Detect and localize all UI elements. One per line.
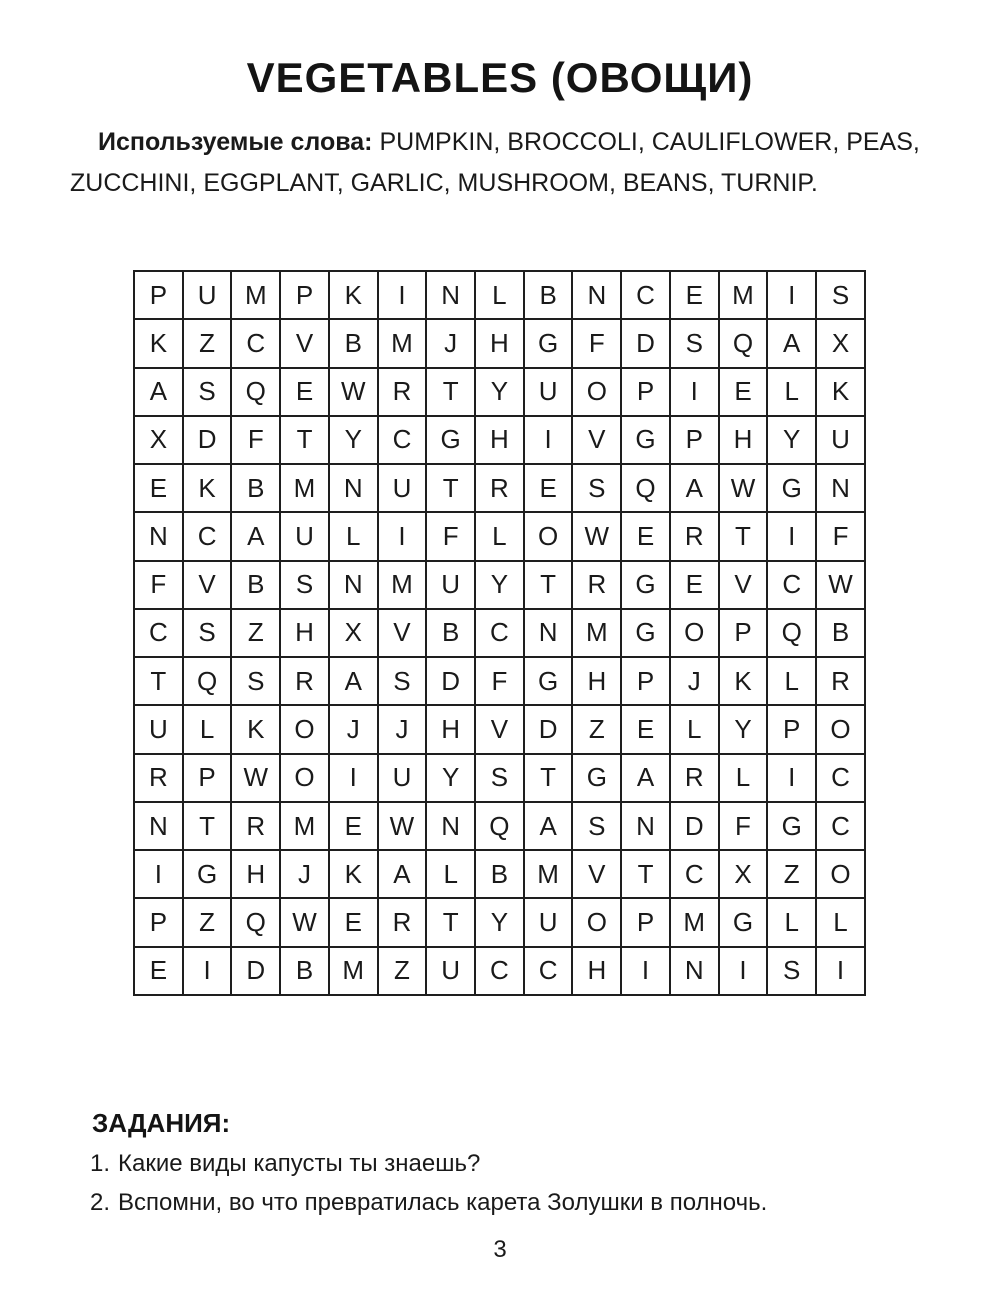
- grid-cell[interactable]: P: [621, 368, 670, 416]
- grid-row: [134, 319, 865, 367]
- grid-cell[interactable]: N: [524, 609, 573, 657]
- grid-cell[interactable]: L: [183, 705, 232, 753]
- grid-cell[interactable]: V: [719, 561, 768, 609]
- grid-cell[interactable]: S: [572, 464, 621, 512]
- grid-cell[interactable]: U: [426, 947, 475, 995]
- grid-cell[interactable]: P: [134, 271, 183, 319]
- grid-cell[interactable]: C: [621, 271, 670, 319]
- task-item: [90, 1189, 767, 1217]
- grid-row: [134, 464, 865, 512]
- grid-cell[interactable]: F: [426, 512, 475, 560]
- grid-row: [134, 947, 865, 995]
- grid-cell[interactable]: E: [329, 898, 378, 946]
- grid-cell[interactable]: V: [378, 609, 427, 657]
- grid-cell[interactable]: I: [183, 947, 232, 995]
- grid-cell[interactable]: K: [183, 464, 232, 512]
- grid-cell[interactable]: L: [426, 850, 475, 898]
- grid-row: [134, 754, 865, 802]
- grid-cell[interactable]: P: [670, 416, 719, 464]
- grid-cell[interactable]: O: [280, 705, 329, 753]
- grid-row: [134, 271, 865, 319]
- grid-cell[interactable]: K: [231, 705, 280, 753]
- grid-cell[interactable]: E: [134, 464, 183, 512]
- grid-cell[interactable]: N: [426, 271, 475, 319]
- grid-cell[interactable]: H: [572, 947, 621, 995]
- grid-cell[interactable]: P: [134, 898, 183, 946]
- grid-cell[interactable]: Y: [475, 368, 524, 416]
- grid-cell[interactable]: J: [670, 657, 719, 705]
- grid-cell[interactable]: J: [426, 319, 475, 367]
- grid-cell[interactable]: K: [719, 657, 768, 705]
- grid-cell[interactable]: C: [378, 416, 427, 464]
- grid-cell[interactable]: H: [719, 416, 768, 464]
- grid-cell[interactable]: L: [719, 754, 768, 802]
- grid-cell[interactable]: U: [524, 898, 573, 946]
- grid-cell[interactable]: V: [572, 850, 621, 898]
- word-list-label: Используемые слова:: [98, 128, 373, 156]
- grid-cell[interactable]: P: [621, 657, 670, 705]
- grid-cell[interactable]: O: [816, 705, 865, 753]
- grid-cell[interactable]: Q: [767, 609, 816, 657]
- grid-cell[interactable]: P: [280, 271, 329, 319]
- grid-cell[interactable]: W: [572, 512, 621, 560]
- grid-cell[interactable]: I: [378, 512, 427, 560]
- grid-cell[interactable]: O: [572, 368, 621, 416]
- grid-cell[interactable]: L: [767, 898, 816, 946]
- grid-cell[interactable]: B: [524, 271, 573, 319]
- grid-row: [134, 368, 865, 416]
- grid-cell[interactable]: L: [329, 512, 378, 560]
- grid-cell[interactable]: I: [670, 368, 719, 416]
- grid-cell[interactable]: C: [475, 609, 524, 657]
- grid-cell[interactable]: N: [816, 464, 865, 512]
- grid-cell[interactable]: M: [670, 898, 719, 946]
- word-list-line-1: PUMPKIN, BROCCOLI, CAULIFLOWER, PEAS,: [379, 128, 920, 156]
- grid-cell[interactable]: X: [329, 609, 378, 657]
- grid-cell[interactable]: L: [767, 368, 816, 416]
- grid-cell[interactable]: O: [572, 898, 621, 946]
- grid-cell[interactable]: I: [767, 754, 816, 802]
- grid-cell[interactable]: Z: [378, 947, 427, 995]
- grid-cell[interactable]: I: [329, 754, 378, 802]
- grid-cell[interactable]: J: [280, 850, 329, 898]
- grid-cell[interactable]: D: [426, 657, 475, 705]
- grid-cell[interactable]: B: [231, 561, 280, 609]
- grid-cell[interactable]: W: [378, 802, 427, 850]
- grid-cell[interactable]: R: [816, 657, 865, 705]
- grid-cell[interactable]: A: [524, 802, 573, 850]
- grid-cell[interactable]: S: [183, 368, 232, 416]
- grid-cell[interactable]: U: [280, 512, 329, 560]
- grid-cell[interactable]: Q: [231, 368, 280, 416]
- grid-cell[interactable]: F: [816, 512, 865, 560]
- grid-cell[interactable]: N: [134, 512, 183, 560]
- grid-cell[interactable]: E: [134, 947, 183, 995]
- grid-cell[interactable]: M: [329, 947, 378, 995]
- grid-cell[interactable]: U: [524, 368, 573, 416]
- grid-cell[interactable]: A: [670, 464, 719, 512]
- grid-cell[interactable]: G: [719, 898, 768, 946]
- grid-cell[interactable]: E: [329, 802, 378, 850]
- grid-cell[interactable]: X: [816, 319, 865, 367]
- grid-row: [134, 609, 865, 657]
- grid-cell[interactable]: Q: [183, 657, 232, 705]
- grid-cell[interactable]: G: [426, 416, 475, 464]
- grid-cell[interactable]: D: [183, 416, 232, 464]
- grid-cell[interactable]: Y: [767, 416, 816, 464]
- grid-cell[interactable]: A: [329, 657, 378, 705]
- grid-cell[interactable]: T: [183, 802, 232, 850]
- grid-cell[interactable]: O: [670, 609, 719, 657]
- grid-cell[interactable]: Y: [329, 416, 378, 464]
- grid-cell[interactable]: H: [280, 609, 329, 657]
- grid-cell[interactable]: D: [231, 947, 280, 995]
- task-text: Какие виды капусты ты знаешь?: [118, 1150, 481, 1177]
- grid-cell[interactable]: S: [816, 271, 865, 319]
- grid-cell[interactable]: N: [134, 802, 183, 850]
- grid-cell[interactable]: Y: [475, 561, 524, 609]
- grid-cell[interactable]: K: [816, 368, 865, 416]
- grid-cell[interactable]: U: [183, 271, 232, 319]
- grid-cell[interactable]: M: [719, 271, 768, 319]
- grid-cell[interactable]: Y: [475, 898, 524, 946]
- grid-cell[interactable]: Y: [426, 754, 475, 802]
- grid-cell[interactable]: C: [231, 319, 280, 367]
- grid-cell[interactable]: E: [670, 271, 719, 319]
- grid-cell[interactable]: O: [280, 754, 329, 802]
- grid-cell[interactable]: M: [378, 561, 427, 609]
- grid-cell[interactable]: S: [183, 609, 232, 657]
- grid-row: [134, 416, 865, 464]
- grid-cell[interactable]: P: [183, 754, 232, 802]
- grid-cell[interactable]: A: [231, 512, 280, 560]
- grid-cell[interactable]: C: [816, 754, 865, 802]
- grid-cell[interactable]: E: [524, 464, 573, 512]
- grid-cell[interactable]: C: [816, 802, 865, 850]
- grid-cell[interactable]: K: [329, 271, 378, 319]
- grid-cell[interactable]: B: [231, 464, 280, 512]
- grid-cell[interactable]: F: [719, 802, 768, 850]
- grid-cell[interactable]: I: [767, 271, 816, 319]
- grid-cell[interactable]: G: [183, 850, 232, 898]
- word-list: [70, 122, 950, 204]
- grid-cell[interactable]: A: [134, 368, 183, 416]
- grid-cell[interactable]: M: [378, 319, 427, 367]
- grid-cell[interactable]: G: [621, 561, 670, 609]
- grid-cell[interactable]: R: [280, 657, 329, 705]
- grid-cell[interactable]: Q: [719, 319, 768, 367]
- grid-cell[interactable]: D: [524, 705, 573, 753]
- grid-cell[interactable]: R: [670, 754, 719, 802]
- grid-cell[interactable]: J: [329, 705, 378, 753]
- grid-cell[interactable]: O: [816, 850, 865, 898]
- word-list-line-2: ZUCCHINI, EGGPLANT, GARLIC, MUSHROOM, BEANS, TURNIP.: [70, 169, 818, 197]
- grid-cell[interactable]: G: [621, 609, 670, 657]
- grid-cell[interactable]: S: [670, 319, 719, 367]
- grid-row: [134, 898, 865, 946]
- grid-cell[interactable]: K: [329, 850, 378, 898]
- task-text: Вспомни, во что превратилась карета Золушки в полночь.: [118, 1189, 768, 1216]
- grid-row: [134, 850, 865, 898]
- grid-cell[interactable]: G: [767, 802, 816, 850]
- grid-cell[interactable]: E: [719, 368, 768, 416]
- grid-cell[interactable]: Z: [231, 609, 280, 657]
- grid-cell[interactable]: R: [670, 512, 719, 560]
- grid-cell[interactable]: R: [572, 561, 621, 609]
- page-title: VEGETABLES (ОВОЩИ): [246, 54, 754, 101]
- grid-cell[interactable]: F: [475, 657, 524, 705]
- grid-cell[interactable]: I: [816, 947, 865, 995]
- grid-cell[interactable]: W: [816, 561, 865, 609]
- grid-cell[interactable]: O: [524, 512, 573, 560]
- grid-cell[interactable]: T: [426, 898, 475, 946]
- grid-row: [134, 512, 865, 560]
- grid-cell[interactable]: N: [329, 464, 378, 512]
- grid-cell[interactable]: T: [280, 416, 329, 464]
- grid-cell[interactable]: X: [719, 850, 768, 898]
- grid-cell[interactable]: M: [280, 464, 329, 512]
- grid-cell[interactable]: B: [280, 947, 329, 995]
- grid-cell[interactable]: U: [426, 561, 475, 609]
- grid-cell[interactable]: Q: [231, 898, 280, 946]
- grid-cell[interactable]: C: [524, 947, 573, 995]
- grid-row: [134, 802, 865, 850]
- grid-cell[interactable]: R: [378, 368, 427, 416]
- grid-cell[interactable]: C: [670, 850, 719, 898]
- grid-cell[interactable]: S: [231, 657, 280, 705]
- grid-cell[interactable]: S: [280, 561, 329, 609]
- grid-cell[interactable]: H: [475, 319, 524, 367]
- grid-cell[interactable]: G: [767, 464, 816, 512]
- grid-row: [134, 705, 865, 753]
- grid-cell[interactable]: G: [524, 657, 573, 705]
- grid-cell[interactable]: E: [621, 705, 670, 753]
- grid-cell[interactable]: B: [329, 319, 378, 367]
- task-item: [90, 1150, 480, 1178]
- grid-cell[interactable]: H: [426, 705, 475, 753]
- grid-cell[interactable]: H: [231, 850, 280, 898]
- grid-cell[interactable]: S: [767, 947, 816, 995]
- grid-cell[interactable]: T: [426, 368, 475, 416]
- grid-cell[interactable]: M: [280, 802, 329, 850]
- grid-cell[interactable]: V: [183, 561, 232, 609]
- grid-cell[interactable]: T: [426, 464, 475, 512]
- grid-row: [134, 561, 865, 609]
- grid-cell[interactable]: K: [134, 319, 183, 367]
- grid-cell[interactable]: Z: [767, 850, 816, 898]
- grid-cell[interactable]: V: [280, 319, 329, 367]
- grid-cell[interactable]: B: [426, 609, 475, 657]
- grid-cell[interactable]: I: [134, 850, 183, 898]
- grid-cell[interactable]: G: [524, 319, 573, 367]
- grid-cell[interactable]: T: [524, 754, 573, 802]
- grid-cell[interactable]: M: [572, 609, 621, 657]
- grid-cell[interactable]: A: [378, 850, 427, 898]
- grid-cell[interactable]: Q: [475, 802, 524, 850]
- grid-cell[interactable]: L: [475, 271, 524, 319]
- grid-cell[interactable]: Z: [183, 319, 232, 367]
- grid-cell[interactable]: S: [378, 657, 427, 705]
- grid-cell[interactable]: U: [134, 705, 183, 753]
- grid-cell[interactable]: Z: [572, 705, 621, 753]
- grid-cell[interactable]: R: [378, 898, 427, 946]
- grid-cell[interactable]: T: [621, 850, 670, 898]
- grid-cell[interactable]: P: [719, 609, 768, 657]
- grid-cell[interactable]: P: [621, 898, 670, 946]
- grid-row: [134, 657, 865, 705]
- grid-cell[interactable]: H: [572, 657, 621, 705]
- grid-cell[interactable]: D: [621, 319, 670, 367]
- grid-cell[interactable]: Z: [183, 898, 232, 946]
- grid-cell[interactable]: F: [134, 561, 183, 609]
- grid-cell[interactable]: C: [134, 609, 183, 657]
- grid-cell[interactable]: N: [426, 802, 475, 850]
- grid-cell[interactable]: A: [621, 754, 670, 802]
- grid-cell[interactable]: V: [572, 416, 621, 464]
- grid-cell[interactable]: Q: [621, 464, 670, 512]
- grid-cell[interactable]: I: [719, 947, 768, 995]
- grid-cell[interactable]: N: [670, 947, 719, 995]
- grid-cell[interactable]: M: [231, 271, 280, 319]
- grid-cell[interactable]: T: [134, 657, 183, 705]
- grid-cell[interactable]: N: [329, 561, 378, 609]
- grid-cell[interactable]: L: [816, 898, 865, 946]
- grid-cell[interactable]: L: [475, 512, 524, 560]
- tasks-heading: ЗАДАНИЯ:: [92, 1108, 231, 1138]
- grid-cell[interactable]: S: [572, 802, 621, 850]
- page-number: 3: [493, 1236, 507, 1263]
- grid-cell[interactable]: E: [621, 512, 670, 560]
- grid-cell[interactable]: W: [719, 464, 768, 512]
- grid-cell[interactable]: A: [767, 319, 816, 367]
- grid-cell[interactable]: V: [475, 705, 524, 753]
- grid-cell[interactable]: M: [524, 850, 573, 898]
- grid-cell[interactable]: L: [670, 705, 719, 753]
- grid-cell[interactable]: S: [475, 754, 524, 802]
- grid-cell[interactable]: J: [378, 705, 427, 753]
- grid-cell[interactable]: F: [231, 416, 280, 464]
- grid-cell[interactable]: X: [134, 416, 183, 464]
- grid-cell[interactable]: F: [572, 319, 621, 367]
- grid-cell[interactable]: C: [183, 512, 232, 560]
- grid-cell[interactable]: I: [524, 416, 573, 464]
- grid-cell[interactable]: P: [767, 705, 816, 753]
- grid-cell[interactable]: G: [572, 754, 621, 802]
- grid-cell[interactable]: W: [329, 368, 378, 416]
- grid-cell[interactable]: B: [816, 609, 865, 657]
- grid-cell[interactable]: R: [231, 802, 280, 850]
- grid-cell[interactable]: R: [475, 464, 524, 512]
- grid-cell[interactable]: E: [670, 561, 719, 609]
- grid-cell[interactable]: H: [475, 416, 524, 464]
- grid-cell[interactable]: I: [621, 947, 670, 995]
- grid-cell[interactable]: I: [378, 271, 427, 319]
- grid-cell[interactable]: R: [134, 754, 183, 802]
- grid-cell[interactable]: C: [475, 947, 524, 995]
- grid-cell[interactable]: G: [621, 416, 670, 464]
- grid-cell[interactable]: N: [572, 271, 621, 319]
- task-number: 1.: [90, 1150, 111, 1177]
- grid-cell[interactable]: Y: [719, 705, 768, 753]
- grid-cell[interactable]: U: [378, 754, 427, 802]
- task-number: 2.: [90, 1189, 111, 1216]
- word-search-grid: [133, 270, 866, 996]
- grid-cell[interactable]: W: [280, 898, 329, 946]
- grid-cell[interactable]: E: [280, 368, 329, 416]
- grid-cell[interactable]: D: [670, 802, 719, 850]
- grid-cell[interactable]: U: [378, 464, 427, 512]
- grid-cell[interactable]: T: [524, 561, 573, 609]
- grid-cell[interactable]: B: [475, 850, 524, 898]
- grid-cell[interactable]: N: [621, 802, 670, 850]
- grid-cell[interactable]: L: [767, 657, 816, 705]
- grid-cell[interactable]: U: [816, 416, 865, 464]
- grid-cell[interactable]: C: [767, 561, 816, 609]
- grid-cell[interactable]: I: [767, 512, 816, 560]
- grid-cell[interactable]: T: [719, 512, 768, 560]
- grid-cell[interactable]: W: [231, 754, 280, 802]
